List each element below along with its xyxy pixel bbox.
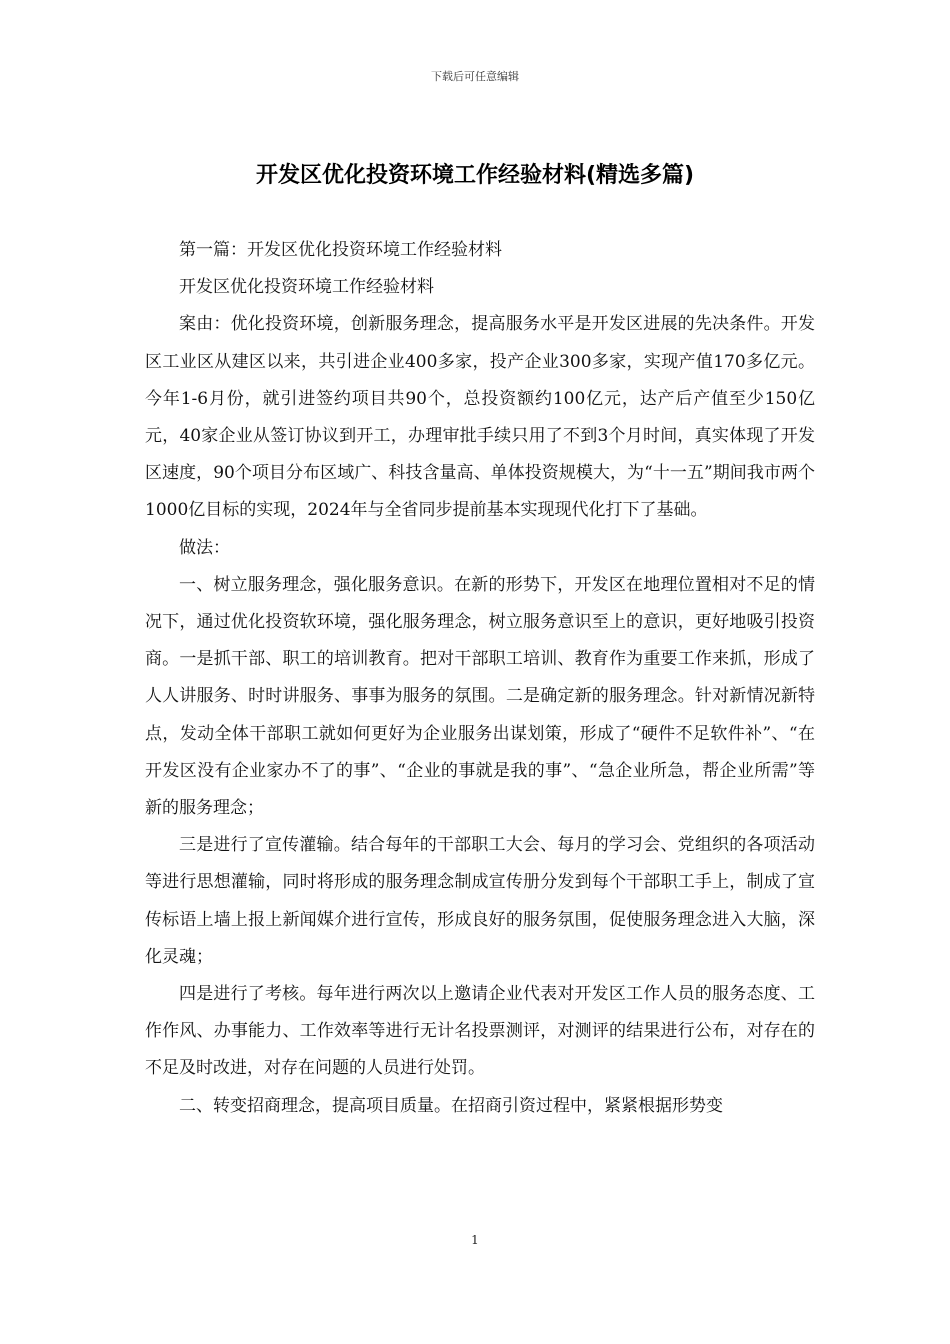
subtitle: 开发区优化投资环境工作经验材料: [179, 277, 434, 298]
page-number: 1: [471, 1233, 479, 1247]
header-note: 下载后可任意编辑: [431, 70, 519, 83]
paragraph-point-one: 一、树立服务理念，强化服务意识。在新的形势下，开发区在地理位置相对不足的情况下，通过优化投资软环境，强化服务理念，树立服务意识至上的意识，更好地吸引投资商。一是抓干部、职工的培训教育。把对干部职工培训、教育作为重要工作来抓，形成了人人讲服务、时时讲服务、事事为服务的氛围。二是确定新的服务理念。针对新情况新特点，发动全体干部职工就如何更好为企业服务出谋划策，形成了“硬件不足软件补”、“在开发区没有企业家办不了的事”、“企业的事就是我的事”、“急企业所急，帮企业所需”等新的服务理念；: [145, 574, 815, 819]
paragraph-point-three: 三是进行了宣传灌输。结合每年的干部职工大会、每月的学习会、党组织的各项活动等进行思想灌输，同时将形成的服务理念制成宣传册分发到每个干部职工手上，制成了宣传标语上墙上报上新闻媒介进行宣传，形成良好的服务氛围，促使服务理念进入大脑，深化灵魂；: [145, 835, 815, 967]
document-title: 开发区优化投资环境工作经验材料(精选多篇): [255, 163, 695, 188]
document-body: [145, 232, 815, 1125]
section-heading: 第一篇：开发区优化投资环境工作经验材料: [179, 240, 502, 260]
paragraph-methods-label: 做法：: [179, 537, 230, 558]
paragraph-point-two: 二、转变招商理念，提高项目质量。在招商引资过程中，紧紧根据形势变: [179, 1095, 723, 1116]
paragraph-case: 案由：优化投资环境，创新服务理念，提高服务水平是开发区进展的先决条件。开发区工业区从建区以来，共引进企业400多家，投产企业300多家，实现产值170多亿元。今年1-6月份，就引进签约项目共90个，总投资额约100亿元，达产后产值至少150亿元，40家企业从签订协议到开工，办理审批手续只用了不到3个月时间，真实体现了开发区速度，90个项目分布区域广、科技含量高、单体投资规模大，为“十一五”期间我市两个1000亿目标的实现，2024年与全省同步提前基本实现现代化打下了基础。: [145, 314, 815, 521]
paragraph-point-four: 四是进行了考核。每年进行两次以上邀请企业代表对开发区工作人员的服务态度、工作作风、办事能力、工作效率等进行无计名投票测评，对测评的结果进行公布，对存在的不足及时改进，对存在问题的人员进行处罚。: [145, 984, 815, 1079]
